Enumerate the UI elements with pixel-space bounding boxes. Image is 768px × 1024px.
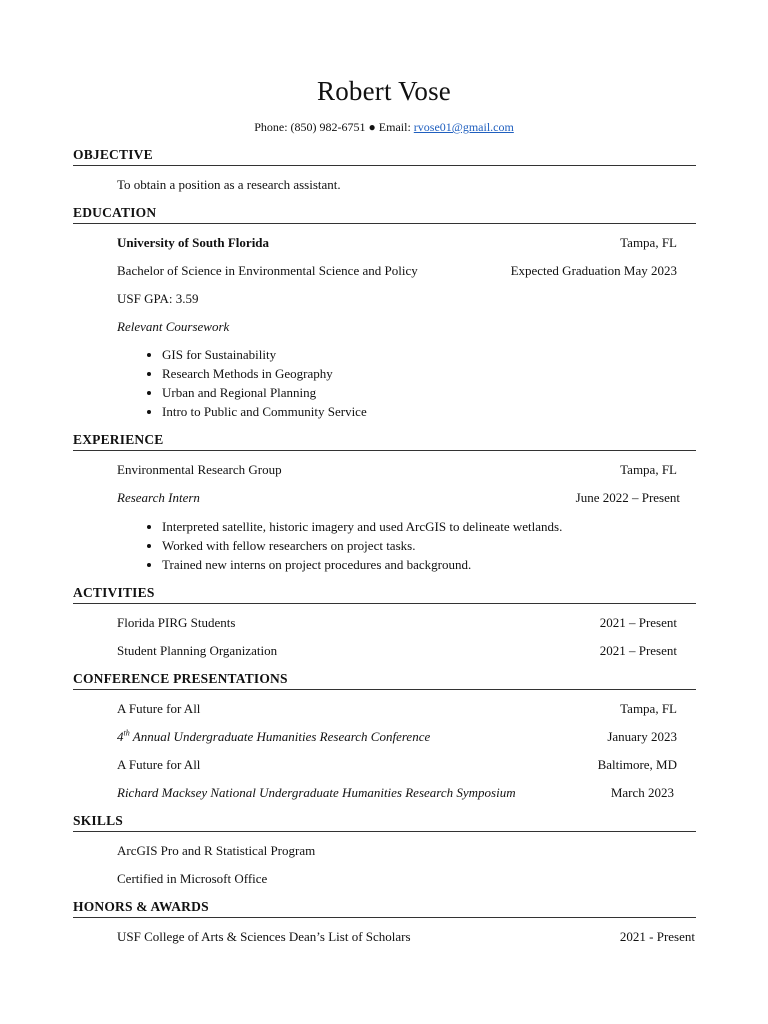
- experience-role: Research Intern: [117, 490, 200, 505]
- activity-name: Student Planning Organization: [117, 643, 278, 658]
- conference-event-row: [117, 785, 674, 801]
- contact-line: [0, 120, 768, 134]
- education-section: [73, 205, 696, 224]
- conference-event: Richard Macksey National Undergraduate Humanities Research Symposium: [117, 785, 516, 800]
- objective-section: [73, 147, 696, 166]
- honor-name: USF College of Arts & Sciences Dean’s List of Scholars: [117, 929, 411, 944]
- education-school-row: [117, 235, 677, 251]
- email-link[interactable]: rvose01@gmail.com: [413, 120, 514, 134]
- conference-talk-row: [117, 701, 677, 717]
- list-item: • Intro to Public and Community Service: [162, 402, 367, 421]
- experience-section: [73, 432, 696, 451]
- list-item: • Trained new interns on project procedures and background.: [162, 555, 562, 574]
- resume-name: Robert Vose: [317, 76, 451, 106]
- conference-date: March 2023: [610, 785, 674, 800]
- conference-talk-row: [117, 757, 677, 773]
- phone-number: (850) 982-6751: [290, 120, 366, 134]
- event-name: Annual Undergraduate Humanities Research Conference: [129, 729, 431, 744]
- activity-dates: 2021 – Present: [599, 615, 677, 630]
- conferences-section: [73, 671, 696, 690]
- honor-row: [117, 929, 695, 945]
- bullet-separator: ●: [368, 120, 376, 134]
- school-location: Tampa, FL: [620, 235, 677, 250]
- activity-dates: 2021 – Present: [599, 643, 677, 658]
- event-ordinal: 4: [117, 729, 124, 744]
- activities-section: [73, 585, 696, 604]
- list-item: • Interpreted satellite, historic imagery and used ArcGIS to delineate wetlands.: [162, 517, 562, 536]
- conference-location: Tampa, FL: [620, 701, 677, 716]
- section-title-activities: ACTIVITIES: [73, 585, 696, 604]
- list-item: • GIS for Sustainability: [162, 345, 367, 364]
- objective-text: To obtain a position as a research assistant.: [117, 177, 341, 192]
- section-title-education: EDUCATION: [73, 205, 696, 224]
- school-name: University of South Florida: [117, 235, 270, 250]
- experience-org: Environmental Research Group: [117, 462, 282, 477]
- experience-dates: June 2022 – Present: [575, 490, 680, 505]
- section-title-conferences: CONFERENCE PRESENTATIONS: [73, 671, 696, 690]
- section-title-honors: HONORS & AWARDS: [73, 899, 696, 918]
- list-item: • Worked with fellow researchers on project tasks.: [162, 536, 562, 555]
- experience-bullets: [117, 517, 562, 574]
- event-ordinal-suffix: th: [123, 728, 130, 738]
- skills-section: [73, 813, 696, 832]
- conference-talk: A Future for All: [117, 701, 201, 716]
- experience-location: Tampa, FL: [620, 462, 677, 477]
- coursework-list: [117, 345, 367, 421]
- activity-name: Florida PIRG Students: [117, 615, 236, 630]
- email-label: Email:: [378, 120, 411, 134]
- honor-dates: 2021 - Present: [619, 929, 695, 944]
- degree-name: Bachelor of Science in Environmental Science and Policy: [117, 263, 418, 278]
- skill-item: Certified in Microsoft Office: [117, 871, 268, 886]
- section-title-experience: EXPERIENCE: [73, 432, 696, 451]
- section-title-objective: OBJECTIVE: [73, 147, 696, 166]
- conference-event-row: [117, 729, 677, 745]
- activity-row: [117, 615, 677, 631]
- list-item: • Research Methods in Geography: [162, 364, 367, 383]
- gpa: USF GPA: 3.59: [117, 291, 199, 306]
- experience-role-row: [117, 490, 680, 506]
- section-title-skills: SKILLS: [73, 813, 696, 832]
- conference-event: [117, 729, 430, 745]
- conference-talk: A Future for All: [117, 757, 201, 772]
- education-degree-row: [117, 263, 677, 279]
- skill-item: ArcGIS Pro and R Statistical Program: [117, 843, 316, 858]
- experience-org-row: [117, 462, 677, 478]
- honors-section: [73, 899, 696, 918]
- list-item: • Urban and Regional Planning: [162, 383, 367, 402]
- activity-row: [117, 643, 677, 659]
- conference-date: January 2023: [607, 729, 677, 744]
- coursework-label: Relevant Coursework: [117, 319, 230, 334]
- conference-location: Baltimore, MD: [597, 757, 677, 772]
- phone-label: Phone:: [254, 120, 288, 134]
- graduation-date: Expected Graduation May 2023: [510, 263, 677, 278]
